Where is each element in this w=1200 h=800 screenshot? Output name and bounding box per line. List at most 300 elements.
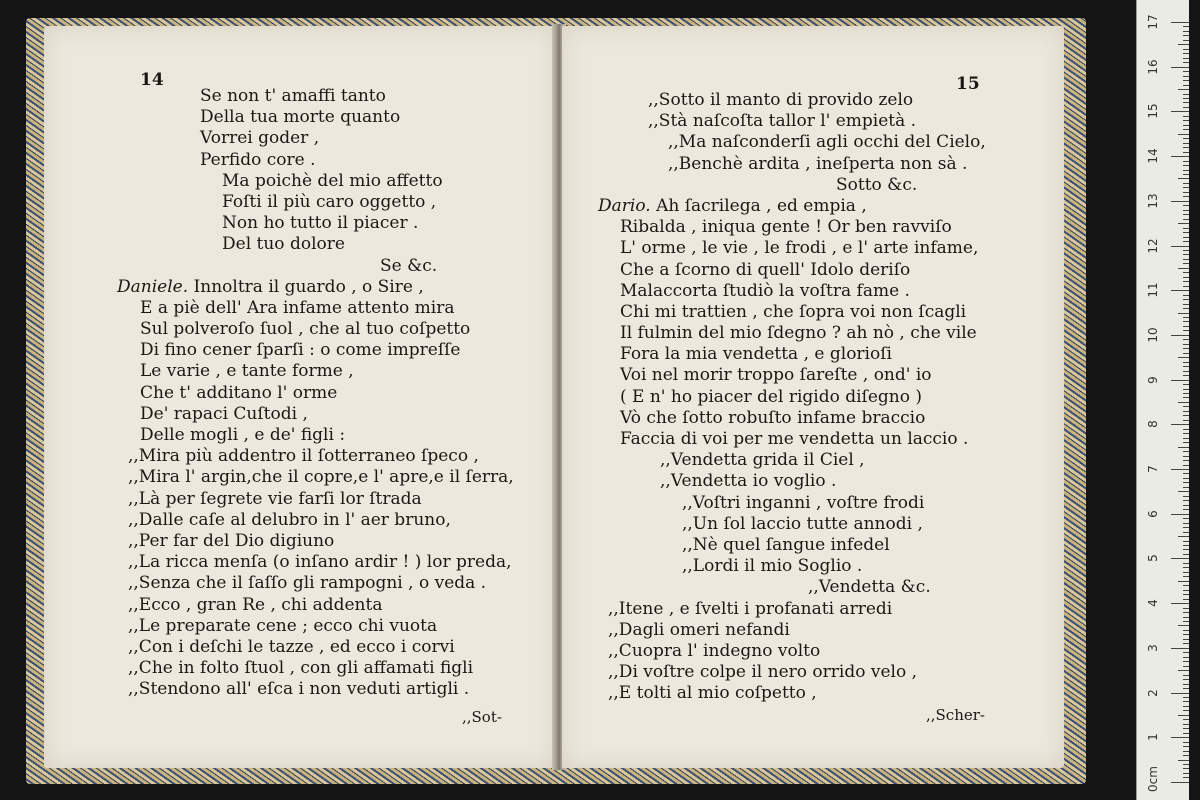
ruler-tick — [1183, 460, 1189, 461]
line-text: ,,Cuopra l' indegno volto — [608, 640, 821, 661]
left-page-text — [44, 86, 514, 700]
ruler-tick — [1183, 277, 1189, 278]
speaker-name: Dario. — [598, 195, 657, 216]
text-line — [562, 281, 986, 302]
line-text: ,,Dalle caſe al delubro in l' aer bruno, — [128, 509, 451, 530]
text-line — [562, 577, 986, 598]
ruler-tick — [1183, 643, 1189, 644]
ruler-tick — [1183, 652, 1189, 653]
line-text: Della tua morte quanto — [200, 107, 401, 128]
ruler-tick — [1183, 429, 1189, 430]
ruler-tick — [1183, 196, 1189, 197]
right-page-text — [562, 90, 986, 704]
line-text: Fora la mia vendetta , e glorioſi — [620, 344, 892, 365]
ruler-tick — [1183, 728, 1189, 729]
ruler-tick — [1183, 487, 1189, 488]
text-line — [44, 86, 514, 107]
ruler-tick — [1183, 751, 1189, 752]
ruler-tick — [1171, 558, 1189, 559]
line-text: Se non t' amaffi tanto — [200, 86, 386, 106]
ruler-tick — [1183, 102, 1189, 103]
ruler-tick — [1171, 335, 1189, 336]
line-text: De' rapaci Cuſtodi , — [140, 403, 308, 424]
right-page — [562, 26, 1064, 768]
text-line — [44, 552, 514, 573]
ruler-tick — [1183, 406, 1189, 407]
ruler-tick — [1178, 134, 1189, 135]
ruler-tick — [1183, 527, 1189, 528]
text-line — [44, 256, 514, 277]
line-text: ,,Dagli omeri nefandi — [608, 619, 790, 640]
text-line — [44, 171, 514, 192]
ruler-label: 3 — [1146, 643, 1160, 652]
right-catchword: ,,Scher- — [926, 706, 985, 724]
ruler-tick — [1171, 782, 1189, 783]
ruler-tick — [1183, 85, 1189, 86]
text-line — [562, 408, 986, 429]
text-line — [562, 599, 986, 620]
ruler-tick — [1183, 590, 1189, 591]
line-text: ,,Là per ſegrete vie farſi lor ſtrada — [128, 488, 422, 509]
ruler-tick — [1178, 670, 1189, 671]
ruler-tick — [1178, 357, 1189, 358]
text-line — [562, 302, 986, 323]
line-text: Foſti il più caro oggetto , — [222, 191, 437, 212]
ruler-tick — [1178, 402, 1189, 403]
ruler-label: 9 — [1146, 375, 1160, 384]
text-line — [44, 192, 514, 213]
ruler-tick — [1183, 733, 1189, 734]
line-text: Perfido core . — [200, 149, 316, 170]
ruler-tick — [1183, 563, 1189, 564]
ruler-label: 16 — [1146, 59, 1160, 75]
ruler-label: 13 — [1146, 193, 1160, 209]
ruler-tick — [1178, 89, 1189, 90]
ruler-tick — [1183, 567, 1189, 568]
ruler-tick — [1183, 321, 1189, 322]
ruler-tick — [1183, 143, 1189, 144]
line-text: ,,Un ſol laccio tutte annodi , — [682, 513, 923, 534]
line-text: Le varie , e tante forme , — [140, 361, 354, 382]
text-line — [562, 662, 986, 683]
text-line — [562, 429, 986, 450]
ruler-tick — [1183, 219, 1189, 220]
line-text: ,,Che in folto ſtuol , con gli affamati figli — [128, 658, 474, 679]
ruler-tick — [1183, 35, 1189, 36]
left-page — [44, 26, 556, 768]
ruler-label: 14 — [1146, 148, 1160, 164]
ruler-tick — [1183, 192, 1189, 193]
text-line — [44, 425, 514, 446]
ruler-tick — [1183, 281, 1189, 282]
line-text: Faccia di voi per me vendetta un laccio . — [620, 429, 969, 449]
text-line — [44, 446, 514, 467]
ruler-tick — [1183, 545, 1189, 546]
ruler-tick — [1183, 710, 1189, 711]
text-line — [44, 637, 514, 658]
line-text: ,,Per far del Dio digiuno — [128, 530, 335, 551]
ruler-label: 1 — [1146, 733, 1160, 742]
ruler-tick — [1183, 272, 1189, 273]
text-line — [562, 514, 986, 535]
ruler-tick — [1183, 98, 1189, 99]
measuring-ruler — [1136, 0, 1189, 800]
line-text: Ah ſacrilega , ed empia , — [656, 195, 867, 216]
ruler-tick — [1183, 339, 1189, 340]
line-text: ,,La ricca menſa (o inſano ardir ! ) lor preda, — [128, 552, 512, 573]
ruler-tick — [1183, 165, 1189, 166]
text-line — [562, 196, 986, 217]
ruler-tick — [1183, 549, 1189, 550]
ruler-tick — [1183, 773, 1189, 774]
ruler-tick — [1183, 724, 1189, 725]
line-text: Di fino cener ſparſi : o come impreſſe — [140, 340, 461, 361]
text-line — [562, 90, 986, 111]
ruler-tick — [1183, 299, 1189, 300]
ruler-tick — [1183, 576, 1189, 577]
ruler-tick — [1183, 375, 1189, 376]
ruler-tick — [1183, 764, 1189, 765]
ruler-tick — [1183, 639, 1189, 640]
ruler-tick — [1183, 170, 1189, 171]
ruler-tick — [1178, 44, 1189, 45]
ruler-tick — [1183, 49, 1189, 50]
ruler-tick — [1183, 348, 1189, 349]
ruler-tick — [1183, 585, 1189, 586]
line-text: Del tuo dolore — [222, 234, 345, 255]
text-line — [44, 510, 514, 531]
ruler-tick — [1183, 107, 1189, 108]
line-text: ,,Stendono all' eſca i non veduti artigli . — [128, 679, 470, 700]
text-line — [44, 234, 514, 255]
ruler-tick — [1183, 608, 1189, 609]
ruler-tick — [1183, 433, 1189, 434]
ruler-tick — [1183, 482, 1189, 483]
text-line — [562, 683, 986, 704]
line-text: Ribalda , iniqua gente ! Or ben ravviſo — [620, 217, 952, 238]
ruler-label: 2 — [1146, 688, 1160, 697]
ruler-tick — [1183, 505, 1189, 506]
line-text: Innoltra il guardo , o Sire , — [193, 276, 424, 297]
ruler-tick — [1183, 621, 1189, 622]
text-line — [44, 573, 514, 594]
line-text: L' orme , le vie , le frodi , e l' arte infame, — [620, 238, 979, 259]
ruler-tick — [1183, 742, 1189, 743]
text-line — [562, 471, 986, 492]
line-text: ,,Voſtri inganni , voſtre frodi — [682, 492, 925, 513]
line-text: Che t' additano l' orme — [140, 382, 338, 403]
line-text: ,,E tolti al mio coſpetto , — [608, 683, 817, 704]
ruler-tick — [1171, 22, 1189, 23]
text-line — [44, 128, 514, 149]
ruler-tick — [1183, 263, 1189, 264]
ruler-tick — [1183, 657, 1189, 658]
line-text: Non ho tutto il piacer . — [222, 213, 419, 234]
ruler-tick — [1183, 330, 1189, 331]
text-line — [562, 154, 986, 175]
line-text: ,,Di voſtre colpe il nero orrido velo , — [608, 662, 918, 683]
ruler-tick — [1183, 679, 1189, 680]
text-line — [562, 493, 986, 514]
text-line — [562, 132, 986, 153]
ruler-tick — [1183, 746, 1189, 747]
ruler-tick — [1183, 393, 1189, 394]
line-text: Delle mogli , e de' figli : — [140, 425, 346, 445]
ruler-tick — [1183, 456, 1189, 457]
ruler-label: 17 — [1146, 14, 1160, 30]
ruler-tick — [1171, 737, 1189, 738]
ruler-tick — [1183, 94, 1189, 95]
ruler-tick — [1178, 447, 1189, 448]
ruler-tick — [1178, 625, 1189, 626]
speaker-name: Daniele. — [117, 276, 194, 297]
ruler-tick — [1171, 648, 1189, 649]
line-text: ( E n' ho piacer del rigido diſegno ) — [620, 386, 922, 407]
text-line — [562, 535, 986, 556]
ruler-tick — [1183, 205, 1189, 206]
ruler-tick — [1178, 760, 1189, 761]
text-line — [562, 641, 986, 662]
text-line — [44, 616, 514, 637]
ruler-tick — [1183, 76, 1189, 77]
ruler-tick — [1183, 214, 1189, 215]
ruler-tick — [1183, 697, 1189, 698]
line-text: Chi mi trattien , che ſopra voi non ſcagli — [620, 301, 967, 322]
ruler-tick — [1183, 259, 1189, 260]
line-text: Il fulmin del mio ſdegno ? ah nò , che vile — [620, 323, 977, 344]
ruler-tick — [1183, 138, 1189, 139]
line-text: Vò che ſotto robuſto infame braccio — [620, 407, 926, 428]
ruler-tick — [1183, 161, 1189, 162]
ruler-tick — [1183, 152, 1189, 153]
ruler-label: 4 — [1146, 599, 1160, 607]
ruler-tick — [1183, 675, 1189, 676]
ruler-tick — [1183, 326, 1189, 327]
ruler-tick — [1183, 599, 1189, 600]
ruler-tick — [1183, 719, 1189, 720]
ruler-tick — [1183, 232, 1189, 233]
text-line — [562, 111, 986, 132]
text-line — [562, 175, 986, 196]
line-text: ,,Le preparate cene ; ecco chi vuota — [128, 615, 438, 636]
ruler-tick — [1183, 768, 1189, 769]
line-text: ,,Ma naſconderſi agli occhi del Cielo, — [668, 132, 986, 153]
ruler-tick — [1171, 156, 1189, 157]
ruler-label: 0cm — [1146, 765, 1160, 792]
ruler-tick — [1183, 366, 1189, 367]
ruler-tick — [1183, 210, 1189, 211]
text-line — [44, 277, 514, 298]
ruler-tick — [1171, 290, 1189, 291]
line-text: ,,Mira più addentro il ſotterraneo ſpeco , — [128, 446, 479, 467]
ruler-tick — [1178, 268, 1189, 269]
ruler-tick — [1183, 478, 1189, 479]
ruler-tick — [1183, 411, 1189, 412]
ruler-tick — [1171, 514, 1189, 515]
ruler-tick — [1183, 617, 1189, 618]
ruler-tick — [1178, 536, 1189, 537]
ruler-tick — [1178, 223, 1189, 224]
ruler-tick — [1183, 71, 1189, 72]
text-line — [562, 620, 986, 641]
ruler-tick — [1183, 250, 1189, 251]
ruler-label: 6 — [1146, 509, 1160, 518]
ruler-tick — [1183, 496, 1189, 497]
ruler-tick — [1183, 465, 1189, 466]
ruler-tick — [1183, 353, 1189, 354]
ruler-tick — [1183, 308, 1189, 309]
line-text: Che a ſcorno di quell' Idolo deriſo — [620, 259, 911, 280]
text-line — [44, 319, 514, 340]
line-text: ,,Mira l' argin,che il copre,e l' apre,e il ſerra, — [128, 467, 514, 488]
ruler-tick — [1183, 634, 1189, 635]
ruler-tick — [1171, 380, 1189, 381]
text-line — [562, 556, 986, 577]
line-text: E a piè dell' Ara infame attento mira — [140, 297, 455, 318]
ruler-tick — [1183, 26, 1189, 27]
line-text: ,,Vendetta io voglio . — [660, 471, 837, 492]
text-line — [562, 450, 986, 471]
text-line — [44, 340, 514, 361]
ruler-tick — [1183, 344, 1189, 345]
text-line — [44, 107, 514, 128]
ruler-tick — [1183, 630, 1189, 631]
ruler-tick — [1171, 111, 1189, 112]
ruler-tick — [1183, 777, 1189, 778]
line-text: ,,Nè quel ſangue infedel — [682, 534, 890, 555]
ruler-tick — [1183, 120, 1189, 121]
text-line — [44, 531, 514, 552]
ruler-tick — [1171, 201, 1189, 202]
text-line — [44, 467, 514, 488]
ruler-tick — [1183, 572, 1189, 573]
ruler-tick — [1183, 442, 1189, 443]
ruler-tick — [1171, 424, 1189, 425]
text-line — [44, 150, 514, 171]
ruler-label: 8 — [1146, 420, 1160, 429]
ruler-tick — [1178, 715, 1189, 716]
ruler-tick — [1183, 304, 1189, 305]
text-line — [44, 298, 514, 319]
ruler-tick — [1183, 438, 1189, 439]
ruler-tick — [1178, 178, 1189, 179]
line-text: Sul polveroſo ſuol , che al tuo coſpetto — [140, 319, 471, 340]
ruler-tick — [1178, 491, 1189, 492]
ruler-tick — [1183, 706, 1189, 707]
ruler-tick — [1183, 31, 1189, 32]
ruler-tick — [1183, 362, 1189, 363]
line-text: Voi nel morir troppo ſareſte , ond' io — [620, 365, 932, 386]
ruler-label: 5 — [1146, 554, 1160, 563]
ruler-tick — [1183, 451, 1189, 452]
ruler-tick — [1183, 147, 1189, 148]
ruler-tick — [1183, 174, 1189, 175]
text-line — [562, 238, 986, 259]
ruler-tick — [1183, 688, 1189, 689]
ruler-label: 7 — [1146, 465, 1160, 473]
line-text: Malaccorta ſtudiò la voſtra fame . — [620, 280, 910, 301]
text-line — [44, 658, 514, 679]
text-line — [562, 387, 986, 408]
ruler-tick — [1183, 532, 1189, 533]
line-text: ,,Benchè ardita , ineſperta non sà . — [668, 153, 968, 174]
ruler-tick — [1183, 554, 1189, 555]
ruler-label: 12 — [1146, 237, 1160, 254]
line-text: ,,Vendetta grida il Ciel , — [660, 450, 865, 471]
ruler-tick — [1178, 581, 1189, 582]
ruler-tick — [1183, 241, 1189, 242]
ruler-tick — [1183, 80, 1189, 81]
ruler-label: 10 — [1146, 327, 1160, 343]
ruler-tick — [1183, 116, 1189, 117]
ruler-tick — [1183, 62, 1189, 63]
text-line — [562, 323, 986, 344]
ruler-tick — [1183, 40, 1189, 41]
text-line — [44, 213, 514, 234]
ruler-tick — [1183, 183, 1189, 184]
ruler-tick — [1183, 389, 1189, 390]
line-text: ,,Ecco , gran Re , chi addenta — [128, 594, 383, 615]
ruler-tick — [1171, 67, 1189, 68]
ruler-tick — [1183, 317, 1189, 318]
ruler-tick — [1183, 286, 1189, 287]
line-text: ,,Itene , e ſvelti i profanati arredi — [608, 598, 893, 619]
ruler-tick — [1183, 254, 1189, 255]
ruler-tick — [1183, 228, 1189, 229]
ruler-tick — [1171, 246, 1189, 247]
line-text: Se &c. — [380, 255, 438, 276]
ruler-tick — [1183, 541, 1189, 542]
ruler-tick — [1183, 755, 1189, 756]
text-line — [44, 595, 514, 616]
ruler-tick — [1183, 523, 1189, 524]
line-text: Vorrei goder , — [200, 128, 320, 149]
text-line — [562, 217, 986, 238]
line-text: Sotto &c. — [836, 174, 918, 195]
ruler-tick — [1183, 58, 1189, 59]
ruler-tick — [1171, 603, 1189, 604]
line-text: ,,Senza che il ſaſſo gli rampogni , o veda . — [128, 573, 487, 594]
left-page-number: 14 — [140, 70, 164, 90]
ruler-tick — [1183, 237, 1189, 238]
ruler-label: 15 — [1146, 103, 1160, 120]
text-line — [44, 679, 514, 700]
ruler-tick — [1183, 473, 1189, 474]
text-line — [562, 344, 986, 365]
line-text: ,,Vendetta &c. — [808, 577, 931, 598]
ruler-tick — [1171, 693, 1189, 694]
ruler-tick — [1183, 384, 1189, 385]
ruler-tick — [1183, 125, 1189, 126]
line-text: ,,Stà naſcoſta tallor l' empietà . — [648, 111, 917, 132]
ruler-tick — [1183, 661, 1189, 662]
line-text: ,,Lordi il mio Soglio . — [682, 556, 863, 577]
ruler-tick — [1183, 701, 1189, 702]
line-text: ,,Con i deſchi le tazze , ed ecco i corvi — [128, 636, 455, 657]
text-line — [44, 404, 514, 425]
ruler-tick — [1171, 469, 1189, 470]
text-line — [562, 260, 986, 281]
ruler-tick — [1183, 666, 1189, 667]
text-line — [44, 361, 514, 382]
ruler-tick — [1183, 53, 1189, 54]
ruler-tick — [1183, 500, 1189, 501]
ruler-tick — [1183, 129, 1189, 130]
line-text: ,,Sotto il manto di provido zelo — [648, 90, 914, 110]
text-line — [44, 383, 514, 404]
ruler-tick — [1183, 415, 1189, 416]
ruler-tick — [1183, 509, 1189, 510]
